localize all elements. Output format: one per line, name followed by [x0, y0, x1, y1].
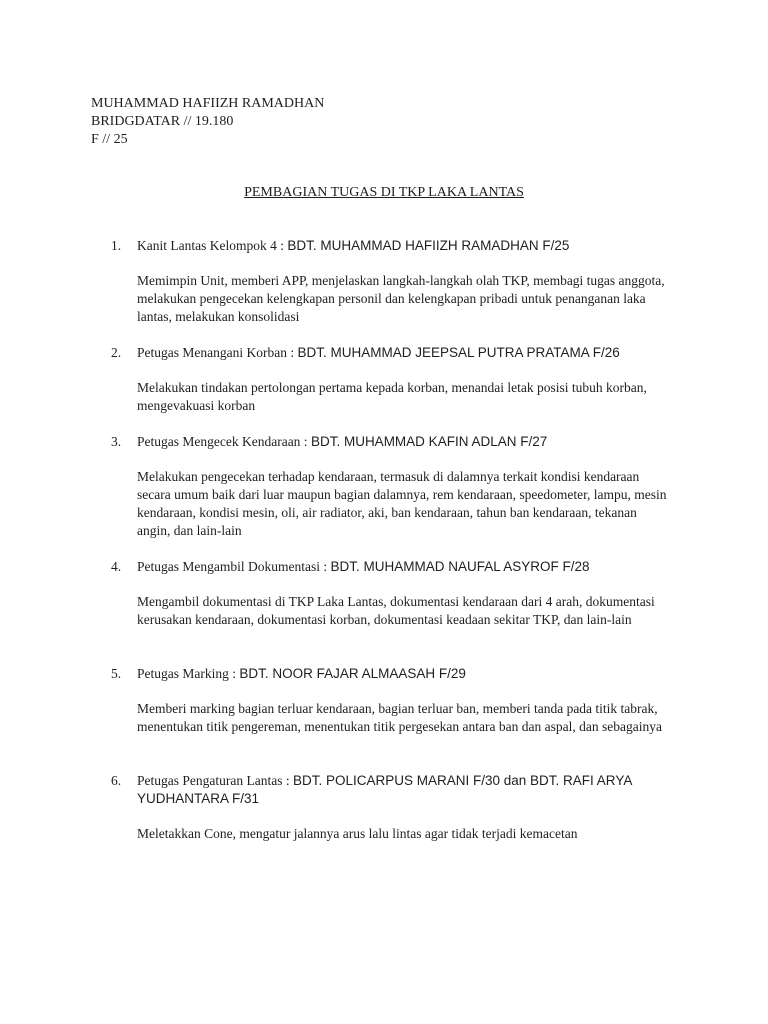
task-heading	[111, 237, 671, 255]
task-description: Meletakkan Cone, mengatur jalannya arus lalu lintas agar tidak terjadi kemacetan	[137, 826, 578, 841]
task-description: Melakukan pengecekan terhadap kendaraan, termasuk di dalamnya terkait kondisi kendaraan secara umum baik dari luar maupun bagian dalamnya, rem kendaraan, speedometer, lampu, mesin kendaraan, kondisi mesin, oli, air radiator, aki, ban kendaraan, tahun ban kendaraan, tekanan angin, dan lain-lain	[137, 469, 667, 538]
task-heading	[111, 344, 671, 362]
task-role: Petugas Pengaturan Lantas :	[137, 773, 293, 788]
task-heading	[111, 772, 671, 808]
task-item	[111, 433, 671, 540]
task-assignee: BDT. MUHAMMAD NAUFAL ASYROF F/28	[330, 559, 590, 574]
task-description: Melakukan tindakan pertolongan pertama kepada korban, menandai letak posisi tubuh korban, mengevakuasi korban	[137, 380, 647, 413]
task-number: 1.	[111, 238, 122, 253]
task-number: 6.	[111, 773, 122, 788]
author-code: F // 25	[91, 132, 128, 147]
task-number: 4.	[111, 559, 122, 574]
task-assignee: BDT. POLICARPUS MARANI F/30 dan BDT. RAFI ARYA YUDHANTARA F/31	[137, 773, 632, 806]
task-heading	[111, 665, 671, 683]
task-assignee: BDT. MUHAMMAD JEEPSAL PUTRA PRATAMA F/26	[297, 345, 620, 360]
task-item	[111, 344, 671, 415]
task-role: Kanit Lantas Kelompok 4 :	[137, 238, 288, 253]
author-name: MUHAMMAD HAFIIZH RAMADHAN	[91, 96, 325, 111]
task-description: Mengambil dokumentasi di TKP Laka Lantas, dokumentasi kendaraan dari 4 arah, dokumentasi kerusakan kendaraan, dokumentasi korban, dokumentasi keadaan sekitar TKP, dan lain-lain	[137, 594, 655, 627]
task-role: Petugas Mengecek Kendaraan :	[137, 434, 311, 449]
document-title-text: PEMBAGIAN TUGAS DI TKP LAKA LANTAS	[244, 185, 524, 200]
document-header	[91, 95, 324, 149]
task-number: 2.	[111, 345, 122, 360]
task-assignee: BDT. MUHAMMAD HAFIIZH RAMADHAN F/25	[287, 238, 570, 253]
task-description: Memimpin Unit, memberi APP, menjelaskan langkah-langkah olah TKP, membagi tugas anggota, melakukan pengecekan kelengkapan personil dan kelengkapan pribadi untuk penanganan laka lantas, melakukan konsolidasi	[137, 273, 665, 324]
task-role: Petugas Menangani Korban :	[137, 345, 298, 360]
task-role: Petugas Mengambil Dokumentasi :	[137, 559, 331, 574]
task-role: Petugas Marking :	[137, 666, 240, 681]
task-assignee: BDT. NOOR FAJAR ALMAASAH F/29	[239, 666, 466, 681]
task-item	[111, 665, 671, 736]
author-unit: BRIDGDATAR // 19.180	[91, 114, 234, 129]
task-number: 3.	[111, 434, 122, 449]
task-item	[111, 772, 671, 843]
task-item	[111, 558, 671, 629]
document-title	[0, 184, 768, 202]
task-number: 5.	[111, 666, 122, 681]
task-item	[111, 237, 671, 326]
task-description: Memberi marking bagian terluar kendaraan, bagian terluar ban, memberi tanda pada titik tabrak, menentukan titik pengereman, menentukan titik pergesekan antara ban dan aspal, dan sebagainya	[137, 701, 662, 734]
task-heading	[111, 558, 671, 576]
task-assignee: BDT. MUHAMMAD KAFIN ADLAN F/27	[310, 434, 548, 449]
task-heading	[111, 433, 671, 451]
